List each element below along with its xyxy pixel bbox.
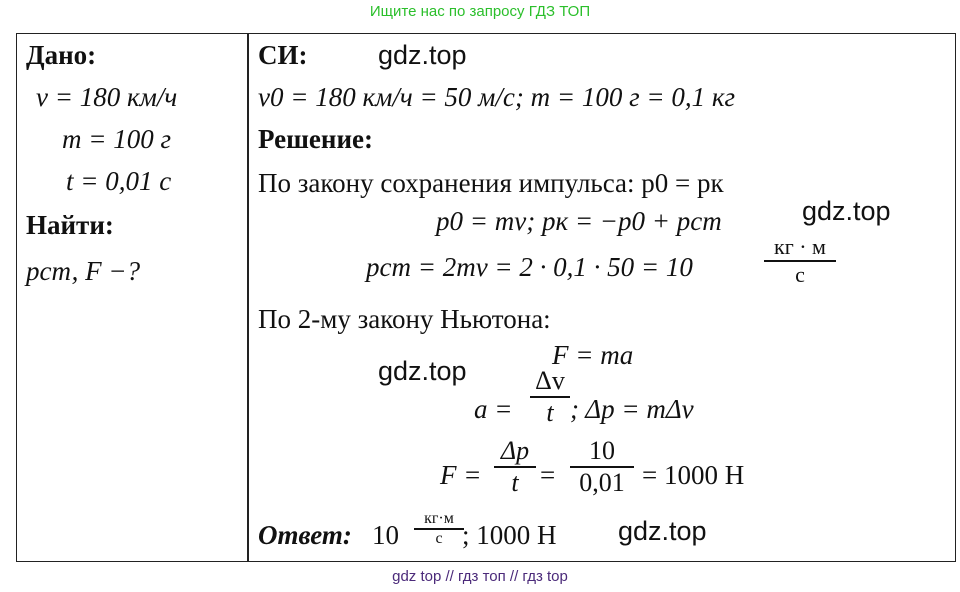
newton-equation: F = ma xyxy=(552,340,634,370)
acceleration-lhs: a = xyxy=(474,394,513,424)
wall-momentum-equation: pст = 2mv = 2 · 0,1 · 50 = 10 xyxy=(366,252,693,282)
si-conversion: v0 = 180 км/ч = 50 м/с; m = 100 г = 0,1 кг xyxy=(258,82,736,112)
solution-heading: Решение: xyxy=(258,124,373,154)
newton-law-text: По 2-му закону Ньютона: xyxy=(258,304,551,334)
answer-rest: ; 1000 Н xyxy=(462,520,557,550)
momentum-equations: p0 = mv; pк = −p0 + pст xyxy=(436,206,722,236)
watermark: gdz.top xyxy=(378,356,467,386)
momentum-conservation-text: По закону сохранения импульса: p0 = pк xyxy=(258,168,724,198)
answer-unit xyxy=(414,510,464,548)
answer-unit-denominator: с xyxy=(435,529,443,547)
answer-unit-numerator: кг·м xyxy=(424,510,454,527)
given-time: t = 0,01 с xyxy=(66,166,172,196)
delta-v-numerator: Δv xyxy=(535,366,565,395)
force-result: = 1000 Н xyxy=(642,460,745,490)
time-denominator: t xyxy=(546,397,554,427)
answer-label: Ответ: xyxy=(258,520,352,550)
time-denominator: t xyxy=(511,467,519,497)
unit-denominator: с xyxy=(795,261,805,287)
footer-links: gdz top // гдз топ // гдз top xyxy=(392,568,568,585)
force-fraction-symbolic xyxy=(494,436,536,498)
force-lhs: F = xyxy=(440,460,482,490)
watermark: gdz.top xyxy=(802,196,891,226)
find-heading: Найти: xyxy=(26,210,114,240)
force-denominator: 0,01 xyxy=(579,467,625,497)
acceleration-fraction xyxy=(530,366,570,428)
momentum-change-equation: ; Δp = mΔv xyxy=(570,394,694,424)
answer-value: 10 xyxy=(372,520,399,550)
force-fraction-numeric xyxy=(570,436,634,498)
unit-numerator: кг · м xyxy=(774,234,826,259)
wall-momentum-unit xyxy=(764,234,836,288)
given-heading: Дано: xyxy=(26,40,97,70)
given-speed: v = 180 км/ч xyxy=(36,82,178,112)
search-hint-banner: Ищите нас по запросу ГДЗ ТОП xyxy=(369,3,591,20)
column-divider xyxy=(247,33,249,562)
force-equals: = xyxy=(540,460,556,490)
delta-p-numerator: Δp xyxy=(500,436,530,465)
watermark: gdz.top xyxy=(378,40,467,70)
force-numerator: 10 xyxy=(589,436,615,465)
find-line: pст, F −? xyxy=(26,256,141,286)
watermark: gdz.top xyxy=(618,516,707,546)
si-heading: СИ: xyxy=(258,40,308,70)
given-mass: m = 100 г xyxy=(62,124,172,154)
